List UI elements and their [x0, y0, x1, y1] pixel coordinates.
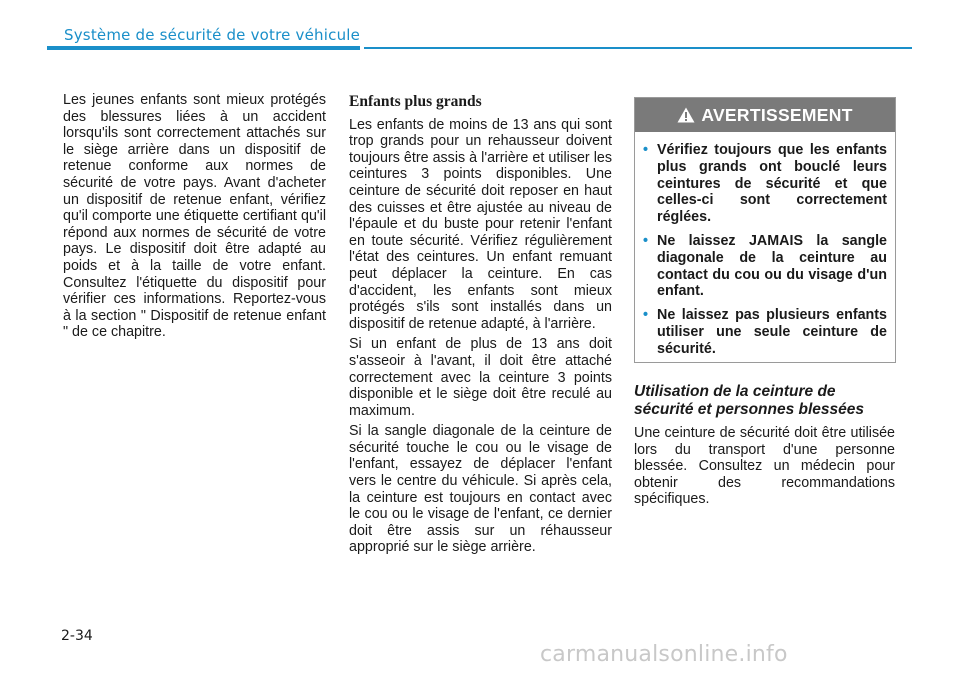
warning-item-text: Vérifiez toujours que les enfants plus grands ont bouclé leurs ceintures de sécurité et que celles-ci sont correctement réglées.: [657, 142, 887, 226]
watermark: carmanualsonline.info: [540, 642, 788, 667]
header-rule-thin: [364, 47, 912, 49]
bullet-icon: •: [643, 142, 649, 158]
warning-item: [643, 233, 887, 300]
paragraph-older-children-1: Les enfants de moins de 13 ans qui sont trop grands pour un rehausseur doivent toujours être assis à l'arrière et utiliser les ceintures 3 points disponibles. Une ceinture de sécurité doit reposer en haut des cuisses et être ajustée au niveau de l'épaule et du buste pour retenir l'enfant en toute sécurité. Vérifiez régulièrement l'état des ceintures. Un enfant remuant peut déplacer la ceinture. En cas d'accident, les enfants sont mieux protégés s'ils sont installés dans un dispositif de retenue adapté, à l'arrière.: [349, 116, 612, 332]
header-rule-thick: [47, 46, 360, 50]
page-number: 2-34: [61, 628, 93, 644]
heading-injured-persons: Utilisation de la ceinture de sécurité et personnes blessées: [634, 383, 865, 418]
column-left: [63, 92, 326, 345]
column-middle: [349, 94, 612, 560]
bullet-icon: •: [643, 307, 649, 324]
paragraph-older-children-2: Si un enfant de plus de 13 ans doit s'asseoir à l'avant, il doit être attaché correctement avec la ceinture 3 points disponible et le siège doit être reculé au maximum.: [349, 336, 612, 419]
paragraph-injured-persons: Une ceinture de sécurité doit être utilisée lors du transport d'une personne blessée. Consultez un médecin pour obtenir des recommandations spécifiques.: [634, 425, 895, 508]
bullet-icon: •: [643, 232, 649, 249]
warning-item-text: Ne laissez JAMAIS la sangle diagonale de la ceinture au contact du cou ou du visage d'un enfant.: [657, 232, 887, 300]
section-title: Système de sécurité de votre véhicule: [64, 26, 361, 44]
warning-list: [635, 132, 895, 358]
paragraph-older-children-3: Si la sangle diagonale de la ceinture de sécurité touche le cou ou le visage de l'enfant, essayez de déplacer l'enfant vers le centre du véhicule. Si après cela, la ceinture est toujours en contact avec le cou ou le visage de l'enfant, ce dernier doit être assis sur un réhausseur approprié sur le siège arrière.: [349, 423, 612, 556]
warning-item: [643, 142, 887, 226]
column-right: [634, 383, 895, 512]
warning-title: AVERTISSEMENT: [701, 104, 853, 125]
warning-header: [635, 98, 895, 132]
heading-older-children: Enfants plus grands: [349, 93, 482, 110]
warning-item: [643, 307, 887, 357]
warning-item-text: Ne laissez pas plusieurs enfants utiliser une seule ceinture de sécurité.: [657, 307, 887, 357]
warning-triangle-icon: [677, 107, 695, 123]
warning-box: [634, 97, 896, 363]
intro-paragraph: Les jeunes enfants sont mieux protégés des blessures liées à un accident lorsqu'ils sont correctement attachés sur le siège arrière dans un dispositif de retenue conforme aux normes de sécurité de votre pays. Avant d'acheter un dispositif de retenue enfant, vérifiez qu'il comporte une étiquette certifiant qu'il répond aux normes de sécurité de votre pays. Le dispositif doit être adapté au poids et à la taille de votre enfant. Consultez l'étiquette du dispositif pour vérifier ces informations. Reportez-vous à la section " Dispositif de retenue enfant " de ce chapitre.: [63, 92, 326, 341]
